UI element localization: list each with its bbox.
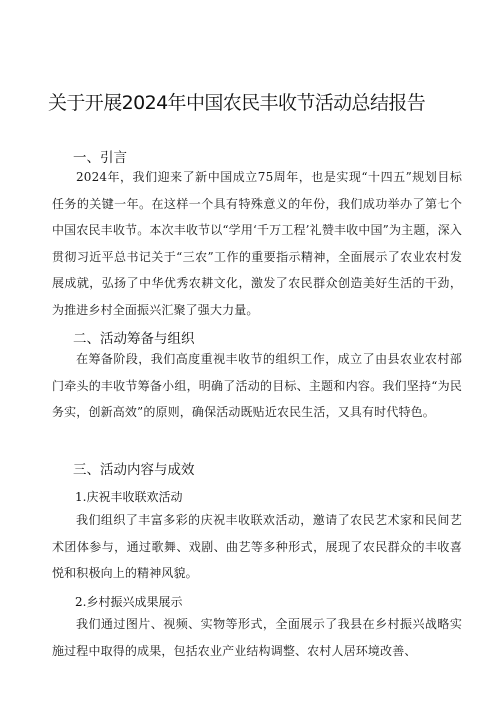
subsection-paragraph-celebration: 我们组织了丰富多彩的庆祝丰收联欢活动，邀请了农民艺术家和民间艺术团体参与，通过歌舞、戏剧、曲艺等多种形式，展现了农民群众的丰收喜悦和积极向上的精神风貌。 xyxy=(52,513,462,580)
section-heading-content-results: 三、活动内容与成效 xyxy=(73,462,195,478)
subsection-paragraph-achievements: 我们通过图片、视频、实物等形式，全面展示了我县在乡村振兴战略实施过程中取得的成果，包括农业产业结构调整、农村人居环境改善、 xyxy=(52,617,462,658)
section-paragraph-introduction: 2024年，我们迎来了新中国成立75周年，也是实现“十四五”规划目标任务的关键一年。在这样一个具有特殊意义的年份，我们成功举办了第七个中国农民丰收节。本次丰收节以“学用‘千万工程’礼赞丰收中国”为主题，深入贯彻习近平总书记关于“三农”工作的重要指示精神，全面展示了农业农村发展成就，弘扬了中华优秀农耕文化，激发了农民群众创造美好生活的干劲，为推进乡村全面振兴汇聚了强大力量。 xyxy=(52,170,462,317)
subsection-heading-achievements: 2.乡村振兴成果展示 xyxy=(75,595,183,609)
subsection-heading-celebration: 1.庆祝丰收联欢活动 xyxy=(75,490,183,504)
section-heading-introduction: 一、引言 xyxy=(73,150,127,166)
document-title: 关于开展2024年中国农民丰收节活动总结报告 xyxy=(48,92,426,114)
section-paragraph-preparation: 在筹备阶段，我们高度重视丰收节的组织工作，成立了由县农业农村部门牵头的丰收节筹备小组，明确了活动的目标、主题和内容。我们坚持“为民务实，创新高效”的原则，确保活动既贴近农民生活，又具有时代特色。 xyxy=(52,352,462,419)
section-heading-preparation: 二、活动筹备与组织 xyxy=(73,331,195,347)
